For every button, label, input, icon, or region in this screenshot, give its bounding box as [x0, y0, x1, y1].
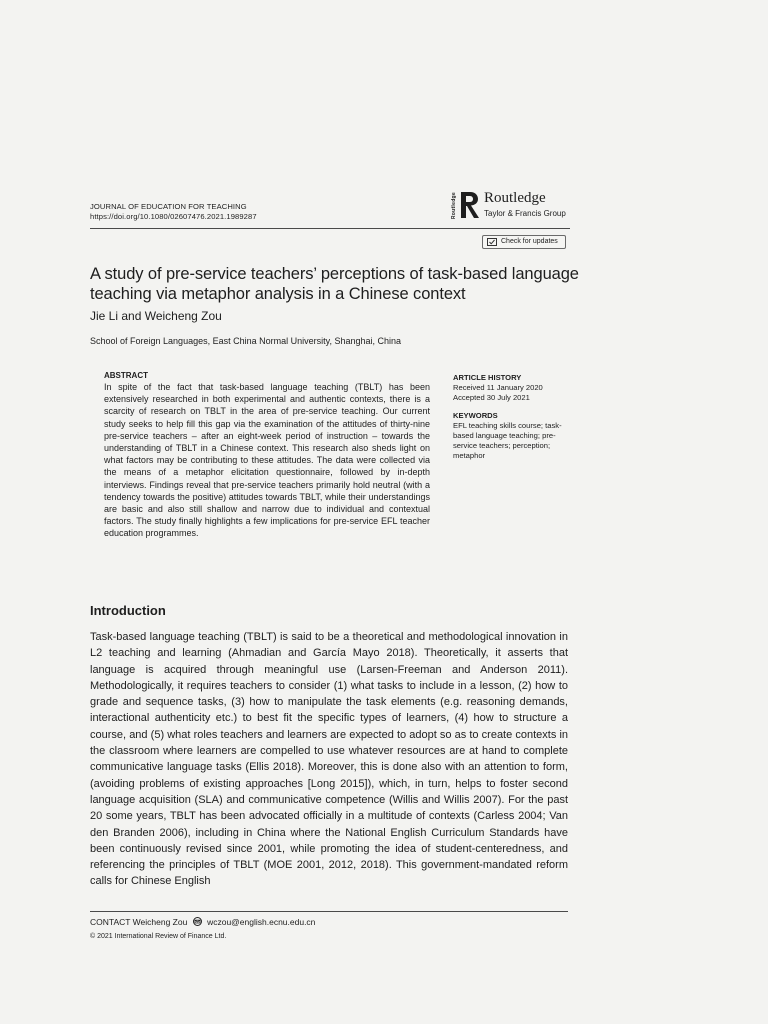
received-date: Received 11 January 2020 [453, 383, 543, 393]
update-check-icon [487, 238, 497, 246]
journal-header [90, 202, 257, 222]
publisher-subtitle: Taylor & Francis Group [484, 209, 566, 218]
check-for-updates-label: Check for updates [501, 238, 558, 245]
article-title: A study of pre-service teachers’ perceptions of task-based language teaching via metaphor analysis in a Chinese context [90, 265, 579, 303]
contact-line [90, 916, 315, 928]
header-divider [90, 228, 570, 229]
contact-name: Weicheng Zou [132, 917, 188, 927]
contact-label: CONTACT [90, 917, 131, 927]
abstract-heading: ABSTRACT [104, 371, 148, 380]
footnote-divider [90, 911, 568, 912]
introduction-text: Task-based language teaching (TBLT) is said to be a theoretical and methodological innovation in L2 teaching and learning (Ahmadian and García Mayo 2018). Theoretically, it asserts that language is acquired through meaningful use (Larsen-Freeman and Anderson 2011). Methodologically, it requires teachers to consider (1) what tasks to include in a lesson, (2) how to grade and sequence tasks, (3) how to manipulate the task elements (e.g. reasoning demands, interactional authenticity etc.) to best fit the specific types of learners, (4) how to structure a course, and (5) what roles teachers and learners are expected to adopt so as to create contexts in the classroom where learners are compelled to use whatever resources are at hand to complete communicative language tasks (Ellis 2018). Moreover, this is done also with an attention to form, (avoiding problems of existing approaches [Long 2015]), which, in turn, helps to foster second language acquisition (SLA) and communicative competence (Willis and Willis 2007). For the past 20 some years, TBLT has been advocated officially in a multitude of contexts (Carless 2004; Van den Branden 2006), including in China where the National English Curriculum Standards have been continuously revised since 2001, while promoting the idea of student-centeredness, and referencing the principles of TBLT (MOE 2001, 2012, 2018). This government-mandated reform calls for Chinese English [90, 631, 568, 888]
email-icon [192, 917, 203, 926]
doi-link[interactable]: https://doi.org/10.1080/02607476.2021.1989287 [90, 212, 257, 221]
accepted-date: Accepted 30 July 2021 [453, 393, 530, 403]
routledge-logo-icon [458, 190, 482, 220]
publisher-side-text: Routledge [451, 192, 457, 220]
copyright-notice: © 2021 International Review of Finance Ltd. [90, 933, 227, 940]
publisher-logo [451, 190, 581, 224]
introduction-heading: Introduction [90, 603, 166, 618]
article-authors: Jie Li and Weicheng Zou [90, 309, 222, 323]
article-history-heading: ARTICLE HISTORY [453, 373, 522, 382]
abstract-text: In spite of the fact that task-based language teaching (TBLT) has been extensively researched in both experimental and authentic contexts, there is a scarcity of research on TBLT in the area of pre-service teaching. Our current study seeks to help fill this gap via the examination of the attitudes of thirty-nine pre-service teachers – after an eight-week period of instruction – towards the understanding of TBLT in a Chinese context. This research also sheds light on what factors may be contributing to these attitudes. The data were collected via the means of a metaphor elicitation questionnaire, followed by in-depth interviews. Findings reveal that pre-service teachers primarily hold neutral (with a tendency towards the positive) attitudes towards TBLT, while their understandings are basic and also still shallow and narrow due to individual and contextual factors. The study finally highlights a few implications for pre-service EFL teacher education programmes. [104, 382, 430, 539]
contact-email[interactable]: wczou@english.ecnu.edu.cn [207, 917, 316, 927]
keywords-list: EFL teaching skills course; task-based language teaching; pre-service teachers; perception; metaphor [453, 420, 562, 461]
article-sidebar [453, 373, 573, 462]
check-for-updates-button[interactable] [482, 235, 566, 249]
keywords-heading: KEYWORDS [453, 410, 498, 420]
journal-name: JOURNAL OF EDUCATION FOR TEACHING [90, 202, 247, 211]
author-affiliation: School of Foreign Languages, East China Normal University, Shanghai, China [90, 336, 402, 346]
publisher-name: Routledge [484, 190, 546, 206]
